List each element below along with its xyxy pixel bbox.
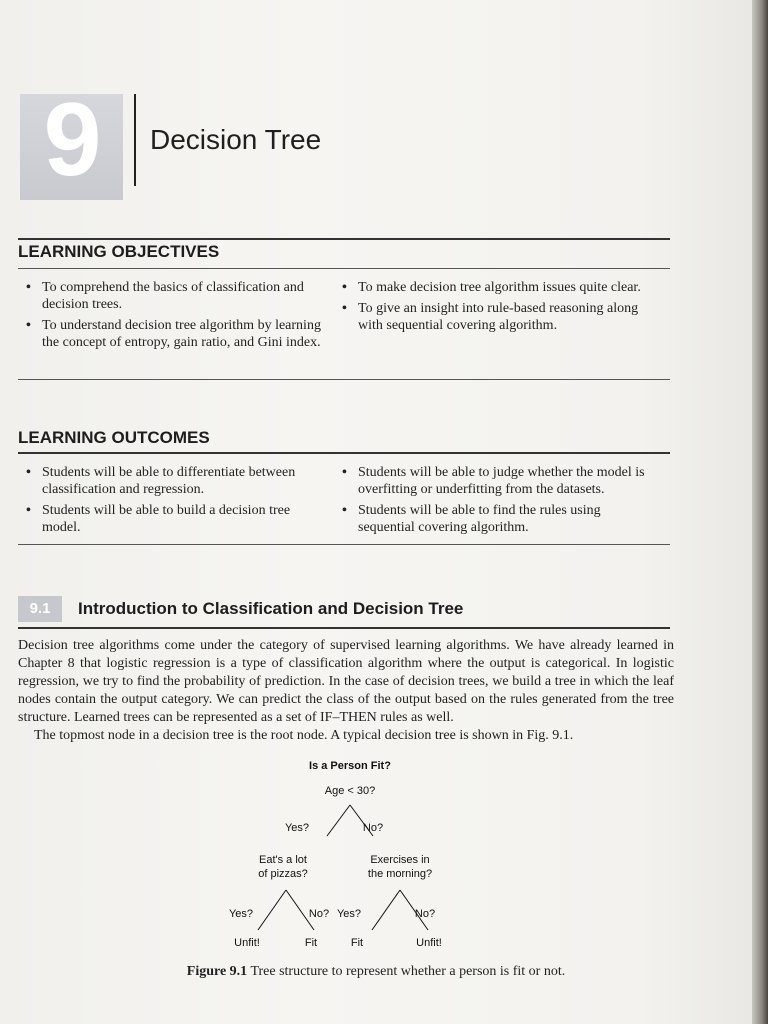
chapter-number: 9 [43, 82, 100, 198]
outcomes-sub-rule [18, 452, 670, 454]
left-decision-node [236, 853, 330, 881]
right-yes-label: Yes? [336, 908, 362, 920]
root-yes-label: Yes? [284, 822, 310, 834]
figure-caption [0, 964, 752, 980]
right-decision-node [345, 853, 455, 881]
objectives-top-rule [18, 238, 670, 240]
leaf-node: Unfit! [416, 937, 442, 949]
objectives-heading: LEARNING OBJECTIVES [18, 242, 220, 261]
right-node-line: the morning? [367, 868, 433, 880]
left-node-line: of pizzas? [258, 868, 308, 880]
right-node-line: Exercises in [370, 854, 430, 866]
objective-item: • To understand decision tree algorithm by learning the concept of entropy, gain ratio, and Gini index. [26, 317, 330, 351]
objectives-right-column [342, 279, 660, 338]
body-paragraph: Decision tree algorithms come under the category of supervised learning algorithms. We have already learned in Chapter 8 that logistic regression is a type of classification algorithm where the output is categorical. In logistic regression, we try to find the probability of prediction. In the case of decision trees, we build a tree in which the leaf nodes contain the output category. We can predict the class of the output based on the rules generated from the tree structure. Learned trees can be represented as a set of IF–THEN rules as well. [18, 638, 674, 725]
leaf-node: Fit [350, 937, 364, 949]
objectives-left-column [26, 279, 330, 355]
section-number-badge: 9.1 [18, 596, 62, 622]
objective-item: • To make decision tree algorithm issues quite clear. [342, 279, 660, 296]
left-yes-label: Yes? [228, 908, 254, 920]
right-no-label: No? [414, 908, 436, 920]
leaf-node: Fit [304, 937, 318, 949]
outcome-item: • Students will be able to build a decision tree model. [26, 502, 330, 536]
outcomes-bottom-rule [18, 544, 670, 545]
objectives-sub-rule [18, 268, 670, 269]
branch-left-left [258, 890, 286, 930]
section-rule [18, 627, 670, 629]
chapter-title: Decision Tree [150, 124, 322, 155]
body-paragraph: The topmost node in a decision tree is the root node. A typical decision tree is shown in Fig. 9.1. [34, 728, 574, 743]
section-body [18, 637, 674, 745]
outcome-item: • Students will be able to judge whether the model is overfitting or underfitting from the datasets. [342, 464, 660, 498]
caption-label: Figure 9.1 [186, 964, 248, 979]
root-no-label: No? [362, 822, 384, 834]
objective-item: • To comprehend the basics of classification and decision trees. [26, 279, 330, 313]
outcomes-right-column [342, 464, 660, 540]
outcome-item: • Students will be able to differentiate between classification and regression. [26, 464, 330, 498]
outcomes-left-column [26, 464, 330, 540]
section-title: Introduction to Classification and Decision Tree [78, 599, 464, 618]
left-node-line: Eat's a lot [259, 854, 307, 866]
caption-text: Tree structure to represent whether a person is fit or not. [250, 964, 566, 979]
branch-right-left [372, 890, 400, 930]
figure-title: Is a Person Fit? [309, 760, 391, 772]
outcome-item: • Students will be able to find the rules using sequential covering algorithm. [342, 502, 660, 536]
book-spine [752, 0, 768, 1024]
chapter-divider [134, 94, 136, 186]
left-no-label: No? [308, 908, 330, 920]
root-node: Age < 30? [324, 785, 376, 797]
branch-root-left [327, 805, 350, 836]
objective-item: • To give an insight into rule-based reasoning along with sequential covering algorithm. [342, 300, 660, 334]
objectives-bottom-rule [18, 379, 670, 380]
leaf-node: Unfit! [234, 937, 260, 949]
outcomes-heading: LEARNING OUTCOMES [18, 428, 210, 447]
decision-tree-figure [200, 756, 500, 956]
